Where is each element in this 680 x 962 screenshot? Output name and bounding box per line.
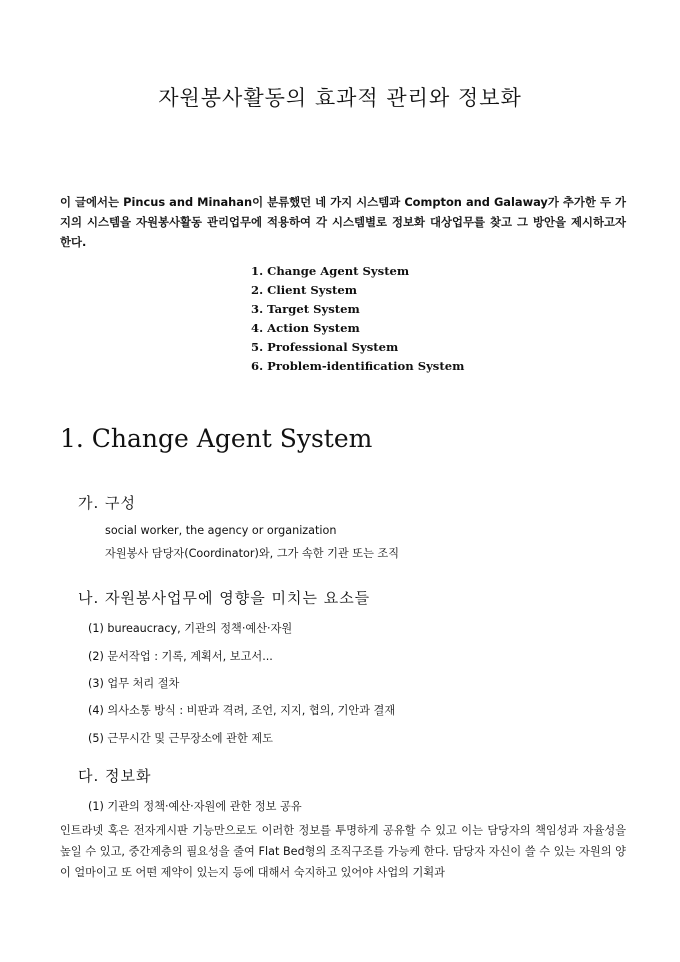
- factor-item: (4) 의사소통 방식 : 비판과 격려, 조언, 지지, 협의, 기안과 결재: [88, 704, 396, 717]
- system-list-item: 2. Client System: [251, 283, 358, 297]
- subsection-heading-factors: 나. 자원봉사업무에 영향을 미치는 요소들: [78, 589, 371, 607]
- informatization-item: (1) 기관의 정책·예산·자원에 관한 정보 공유: [88, 800, 302, 813]
- factor-item: (1) bureaucracy, 기관의 정책·예산·자원: [88, 622, 293, 635]
- section-heading-change-agent-system: 1. Change Agent System: [60, 424, 373, 453]
- factor-item: (5) 근무시간 및 근무장소에 관한 제도: [88, 732, 273, 745]
- system-list: [251, 262, 464, 376]
- system-list-item: 4. Action System: [251, 321, 360, 335]
- factor-item: (2) 문서작업 : 기록, 계획서, 보고서...: [88, 650, 273, 663]
- document-title: 자원봉사활동의 효과적 관리와 정보화: [158, 86, 522, 110]
- system-list-item: 1. Change Agent System: [251, 264, 410, 278]
- composition-line: 자원봉사 담당자(Coordinator)와, 그가 속한 기관 또는 조직: [105, 547, 400, 560]
- body-paragraph: 인트라넷 혹은 전자게시판 기능만으로도 이러한 정보를 투명하게 공유할 수 있고 이는 담당자의 책임성과 자율성을 높일 수 있고, 중간계층의 필요성을 줄여 Flat Bed형의 조직구조를 가능케 한다. 담당자 자신이 쓸 수 있는 자원의 양이 얼마이고 또 어떤 제약이 있는지 등에 대해서 숙지하고 있어야 사업의 기획과: [60, 824, 626, 879]
- system-list-item: 6. Problem-identification System: [251, 359, 465, 373]
- system-list-item: 3. Target System: [251, 302, 360, 316]
- subsection-heading-composition: 가. 구성: [78, 494, 137, 512]
- intro-paragraph: 이 글에서는 Pincus and Minahan이 분류했던 네 가지 시스템과 Compton and Galaway가 추가한 두 가지의 시스템을 자원봉사활동 관리업무에 적용하여 각 시스템별로 정보화 대상업무를 찾고 그 방안을 제시하고자 한다.: [60, 195, 626, 249]
- composition-line: social worker, the agency or organization: [105, 524, 337, 537]
- subsection-heading-informatization: 다. 정보화: [78, 767, 152, 785]
- factor-item: (3) 업무 처리 절차: [88, 677, 180, 690]
- system-list-item: 5. Professional System: [251, 340, 399, 354]
